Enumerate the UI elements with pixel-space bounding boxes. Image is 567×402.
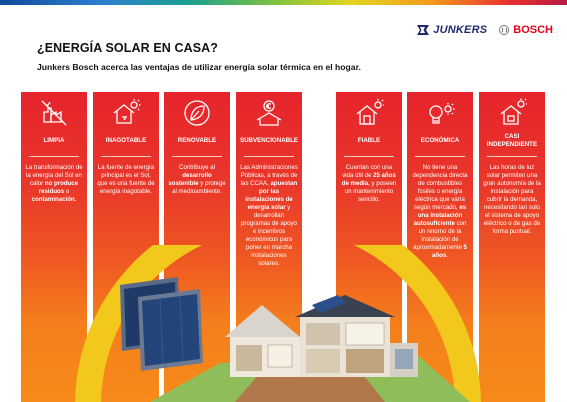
house-cutaway	[225, 295, 418, 377]
divider	[344, 156, 394, 157]
body-text: La fuente de energía principal es el Sol, que es una fuente de energía inagotable.	[97, 164, 155, 196]
brand-logos	[416, 24, 553, 36]
column-title: INAGOTABLE	[105, 137, 147, 145]
highlight-text: 25 años de media	[341, 172, 396, 188]
leaf-icon	[164, 98, 230, 130]
solar-panel-front	[138, 289, 203, 371]
bosch-logo: BOSCH	[499, 24, 553, 36]
body-text: Las horas de luz solar permiten una gran autonomía de la instalación para cubrir la demanda, necesitando tan solo el sistema de apoyo eléctrico o de gas de forma puntual.	[483, 164, 541, 236]
column-title: SUBVENCIONABLE	[239, 137, 299, 145]
body-text: , y poseen un mantenimiento sencillo.	[344, 180, 397, 204]
body-text: y protege al medioambiente.	[172, 180, 226, 196]
page-title: ¿ENERGÍA SOLAR EN CASA?	[37, 41, 219, 55]
color-stripe	[0, 0, 567, 5]
no-pollution-icon	[21, 98, 87, 130]
body-text: y desarrollan programas de apoyo e incentivos económicos para poner en marcha instalaciones solares.	[241, 204, 297, 268]
highlight-text: apuestan por las instalaciones de energía solar	[245, 180, 298, 212]
divider	[172, 156, 222, 157]
junkers-mark-icon	[416, 24, 430, 36]
column-text	[168, 164, 226, 196]
divider	[244, 156, 294, 157]
column-text	[25, 164, 83, 204]
sun-house-icon	[93, 98, 159, 130]
body-text: La transformación de la energía del Sol en calor	[25, 164, 83, 188]
column-text	[340, 164, 398, 204]
reliable-house-icon	[336, 98, 402, 130]
bosch-armature-icon	[499, 25, 509, 35]
highlight-text: desarrollo sostenible	[168, 172, 212, 188]
body-text: Cuentan con una vida útil de	[342, 164, 393, 180]
solar-house-illustration	[0, 245, 567, 402]
divider	[29, 156, 79, 157]
body-text: Las Administraciones Públicas, a través de las CCAA,	[240, 164, 298, 188]
column-title: ECONÓMICA	[420, 137, 460, 145]
column-title: FIABLE	[357, 137, 381, 145]
divider	[487, 156, 537, 157]
column-text	[97, 164, 155, 196]
body-text: .	[446, 252, 448, 260]
highlight-text: contaminación.	[31, 196, 77, 204]
highlight-text: es una instalación autosuficiente	[413, 204, 467, 228]
column-title: RENOVABLE	[177, 137, 217, 145]
euro-house-icon	[236, 98, 302, 130]
highlight-text: 5 años	[432, 244, 467, 260]
column-title: LIMPIA	[43, 137, 65, 145]
body-text: Contribuye al	[179, 164, 215, 171]
highlight-text: no produce residuos	[38, 180, 79, 196]
divider	[415, 156, 465, 157]
divider	[101, 156, 151, 157]
column-text	[483, 164, 541, 236]
junkers-logo: JUNKERS	[416, 24, 487, 36]
body-text: con un retorno de la instalación de aproximadamente	[413, 220, 467, 252]
bulb-sun-icon	[407, 98, 473, 130]
column-title: CASI INDEPENDIENTE	[486, 133, 538, 148]
body-text: No tiene una dependencia directa de combustibles fósiles o energía eléctrica que varía según mercado,	[412, 164, 468, 212]
independent-house-icon	[479, 98, 545, 130]
page-subtitle: Junkers Bosch acerca las ventajas de utilizar energía solar térmica en el hogar.	[37, 62, 361, 72]
body-text: o	[64, 188, 70, 196]
